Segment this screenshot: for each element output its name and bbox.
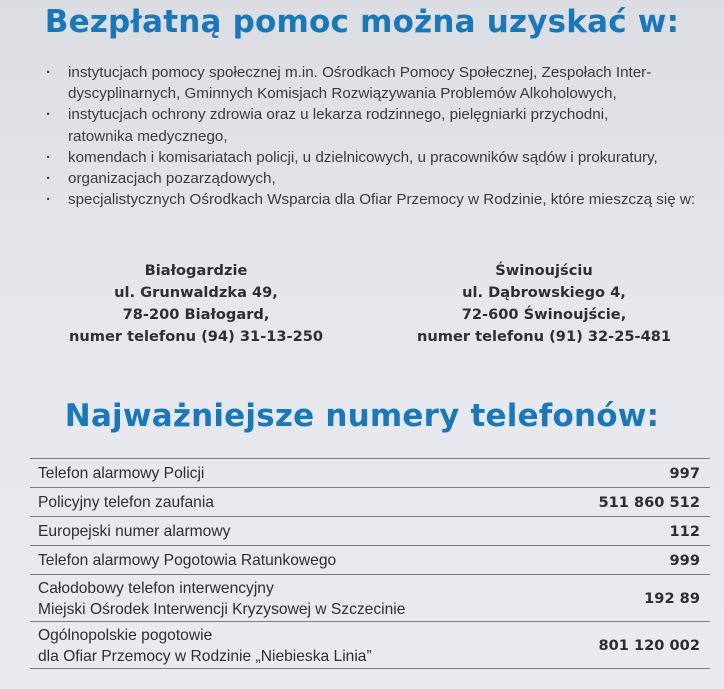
phone-service-name <box>30 575 548 622</box>
center-postal: 78-200 Białogard, <box>122 306 270 323</box>
center-street: ul. Grunwaldzka 49, <box>114 284 278 301</box>
phone-service-line: Telefon alarmowy Pogotowia Ratunkowego <box>38 551 337 569</box>
center-phone: numer telefonu (91) 32-25-481 <box>416 328 672 345</box>
center-postal: 72-600 Świnoujście, <box>461 306 627 323</box>
center-address-bialogard <box>40 260 352 348</box>
table-row <box>30 517 710 546</box>
phone-service-line: Miejski Ośrodek Interwencji Kryzysowej w Szczecinie <box>38 601 406 618</box>
phone-service-name <box>30 488 548 517</box>
phone-service-name <box>30 517 548 546</box>
list-item <box>46 62 714 83</box>
phone-service-name <box>30 459 548 488</box>
phone-number: 112 <box>548 517 710 546</box>
bullet-icon: · <box>46 191 52 209</box>
phones-heading: Najważniejsze numery telefonów: <box>64 398 660 434</box>
bullet-icon: · <box>46 148 52 166</box>
phone-numbers-table <box>30 458 710 669</box>
phone-service-line: Policyjny telefon zaufania <box>38 493 214 511</box>
bullet-icon: · <box>46 106 52 124</box>
list-item <box>46 168 714 189</box>
phone-service-name <box>30 546 548 575</box>
table-row <box>30 459 710 488</box>
center-address-swinoujscie <box>388 260 700 348</box>
help-places-list <box>46 62 714 210</box>
list-item <box>46 126 714 147</box>
phone-service-line: dla Ofiar Przemocy w Rodzinie „Niebieska Linia” <box>38 648 372 665</box>
center-phone: numer telefonu (94) 31-13-250 <box>68 328 324 345</box>
phone-number: 999 <box>548 546 710 575</box>
table-row <box>30 622 710 669</box>
table-row <box>30 575 710 622</box>
list-item-text: ratownika medycznego, <box>68 127 228 145</box>
bullet-icon: · <box>46 170 52 188</box>
list-item-text: organizacjach pozarządowych, <box>68 170 276 188</box>
phone-service-line: Całodobowy telefon interwencyjny <box>38 580 274 597</box>
phone-service-line: Ogólnopolskie pogotowie <box>38 627 213 644</box>
list-item <box>46 104 714 125</box>
center-city: Świnoujściu <box>495 262 593 279</box>
list-item <box>46 189 714 210</box>
center-city: Białogardzie <box>144 262 248 279</box>
list-item-text: instytucjach pomocy społecznej m.in. Ośrodkach Pomocy Społecznej, Zespołach Inter- <box>68 64 652 81</box>
list-item-text: specjalistycznych Ośrodkach Wsparcia dla Ofiar Przemocy w Rodzinie, które mieszczą się w: <box>68 191 696 209</box>
list-item-text: komendach i komisariatach policji, u dzielnicowych, u pracowników sądów i prokuratury, <box>68 148 658 166</box>
phone-number: 997 <box>548 459 710 488</box>
bullet-icon: · <box>46 64 52 81</box>
phone-service-line: Europejski numer alarmowy <box>38 522 231 540</box>
list-item-text: instytucjach ochrony zdrowia oraz u lekarza rodzinnego, pielęgniarki przychodni, <box>68 106 609 124</box>
list-item <box>46 83 714 104</box>
phone-number: 801 120 002 <box>548 622 710 669</box>
phone-number: 192 89 <box>548 575 710 622</box>
table-row <box>30 488 710 517</box>
list-item-text: dyscyplinarnych, Gminnych Komisjach Rozwiązywania Problemów Alkoholowych, <box>68 85 617 103</box>
list-item <box>46 147 714 168</box>
table-row <box>30 546 710 575</box>
phone-service-line: Telefon alarmowy Policji <box>38 464 205 482</box>
help-heading: Bezpłatną pomoc można uzyskać w: <box>44 4 680 40</box>
phone-number: 511 860 512 <box>548 488 710 517</box>
phone-service-name <box>30 622 548 669</box>
center-street: ul. Dąbrowskiego 4, <box>462 284 626 301</box>
